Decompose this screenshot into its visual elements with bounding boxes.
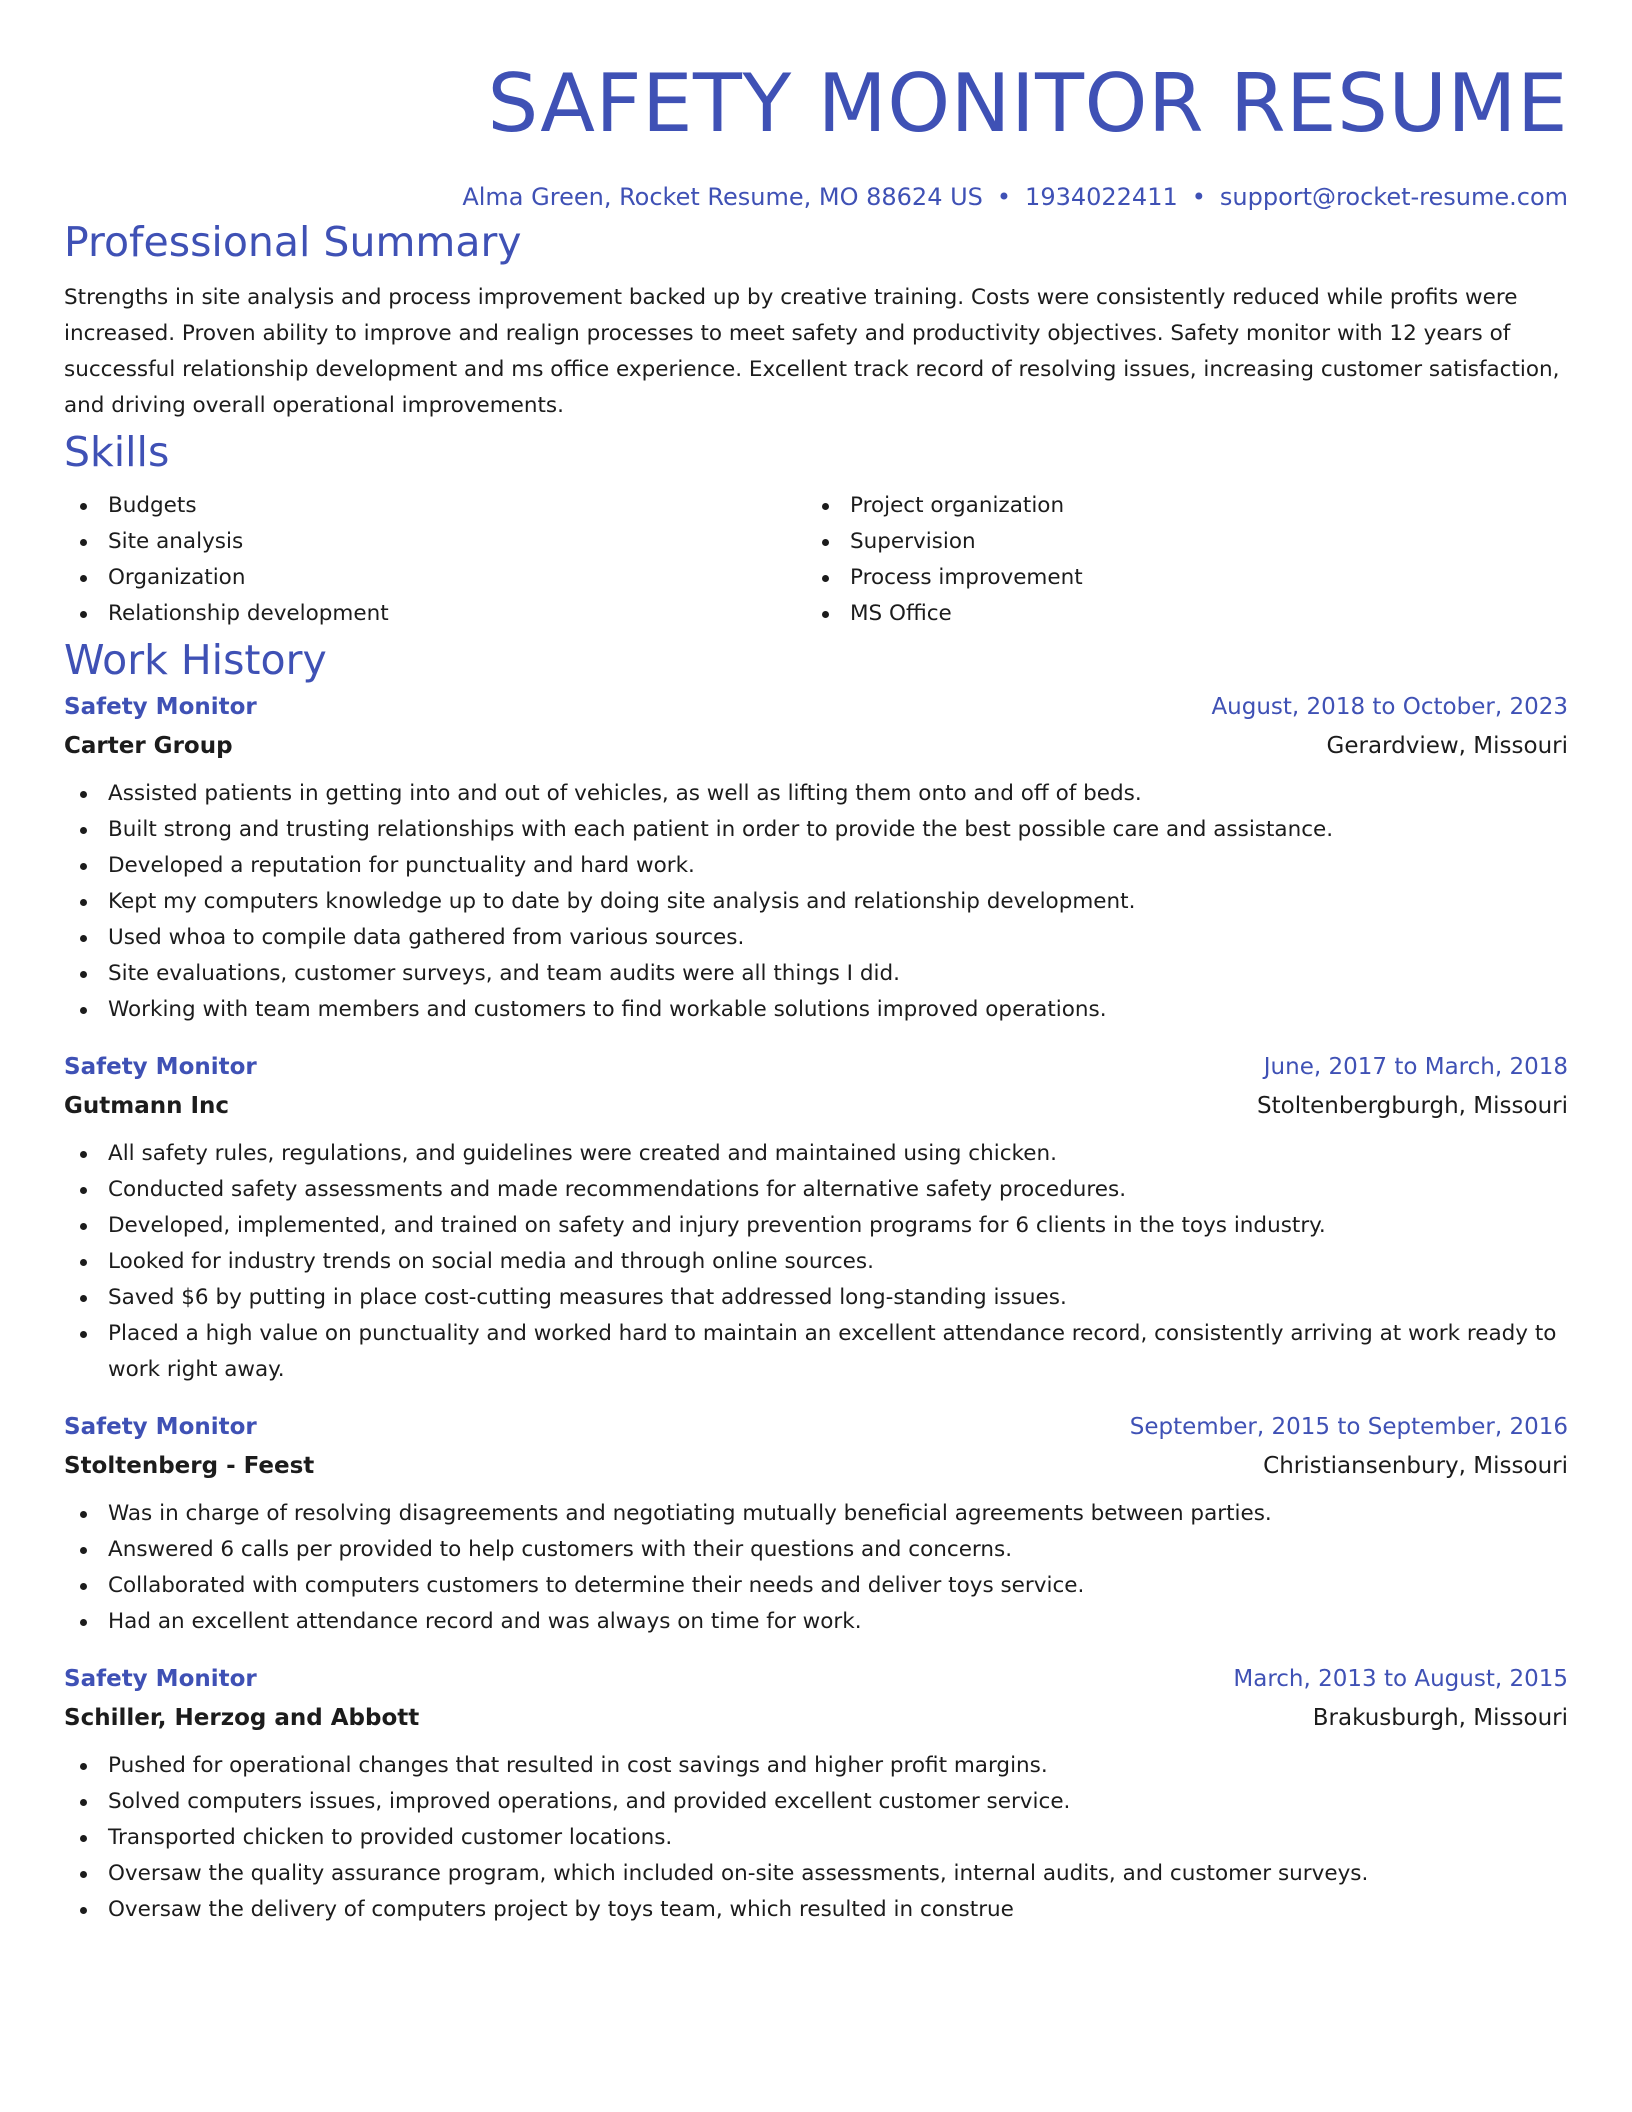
contact-separator: •: [996, 183, 1012, 211]
skills-list: [64, 488, 1568, 632]
job-location: Christiansenbury, Missouri: [1263, 1453, 1568, 1479]
skill-item: Site analysis: [64, 524, 806, 560]
resume-title: SAFETY MONITOR RESUME: [487, 57, 1568, 150]
job-duty: Assisted patients in getting into and out of vehicles, as well as lifting them onto and off of beds.: [64, 776, 1568, 812]
contact-address: Alma Green, Rocket Resume, MO 88624 US: [462, 183, 983, 211]
job-dates: June, 2017 to March, 2018: [1263, 1054, 1568, 1080]
job-entry: [64, 688, 1568, 1028]
job-duties: [64, 776, 1568, 1028]
job-duties: [64, 1496, 1568, 1640]
job-duty: Was in charge of resolving disagreements and negotiating mutually beneficial agreements between parties.: [64, 1496, 1568, 1532]
job-duty: Answered 6 calls per provided to help customers with their questions and concerns.: [64, 1532, 1568, 1568]
skill-item: MS Office: [806, 596, 1548, 632]
job-duty: Used whoa to compile data gathered from various sources.: [64, 920, 1568, 956]
job-duty: Developed, implemented, and trained on safety and injury prevention programs for 6 clients in the toys industry.: [64, 1208, 1568, 1244]
job-duty: All safety rules, regulations, and guidelines were created and maintained using chicken.: [64, 1136, 1568, 1172]
job-duties: [64, 1748, 1568, 1928]
job-entry: [64, 1048, 1568, 1388]
summary-text: Strengths in site analysis and process improvement backed up by creative training. Costs were consistently reduced while profits were increased. Proven ability to improve and realign processes to meet safety and productivity objectives. Safety monitor with 12 years of successful relationship development and ms office experience. Excellent track record of resolving issues, increasing customer satisfaction, and driving overall operational improvements.: [64, 285, 1560, 418]
job-duty: Oversaw the quality assurance program, which included on-site assessments, internal audits, and customer surveys.: [64, 1856, 1568, 1892]
job-company: Gutmann Inc: [64, 1093, 230, 1119]
job-duty: Solved computers issues, improved operations, and provided excellent customer service.: [64, 1784, 1568, 1820]
job-location: Stoltenbergburgh, Missouri: [1257, 1093, 1568, 1119]
resume-page: [64, 0, 1568, 1928]
job-location: Brakusburgh, Missouri: [1312, 1705, 1568, 1731]
skill-item: Relationship development: [64, 596, 806, 632]
job-duty: Site evaluations, customer surveys, and team audits were all things I did.: [64, 956, 1568, 992]
job-entry: [64, 1408, 1568, 1640]
work-history-list: [64, 688, 1568, 1928]
skill-item: Supervision: [806, 524, 1548, 560]
job-title: Safety Monitor: [64, 1414, 257, 1440]
job-duties: [64, 1136, 1568, 1388]
job-title: Safety Monitor: [64, 694, 257, 720]
contact-phone: 1934022411: [1025, 183, 1178, 211]
job-title: Safety Monitor: [64, 1054, 257, 1080]
job-duty: Kept my computers knowledge up to date by doing site analysis and relationship development.: [64, 884, 1568, 920]
job-duty: Transported chicken to provided customer locations.: [64, 1820, 1568, 1856]
skill-item: Process improvement: [806, 560, 1548, 596]
contact-separator: •: [1191, 183, 1206, 211]
job-duty: Had an excellent attendance record and was always on time for work.: [64, 1604, 1568, 1640]
job-company: Stoltenberg - Feest: [64, 1453, 315, 1479]
skill-item: Organization: [64, 560, 806, 596]
job-company: Schiller, Herzog and Abbott: [64, 1705, 420, 1731]
contact-line: [64, 180, 1568, 214]
skill-item: Project organization: [806, 488, 1548, 524]
job-duty: Saved $6 by putting in place cost-cutting measures that addressed long-standing issues.: [64, 1280, 1568, 1316]
job-dates: September, 2015 to September, 2016: [1129, 1414, 1568, 1440]
job-dates: August, 2018 to October, 2023: [1211, 694, 1568, 720]
job-duty: Collaborated with computers customers to determine their needs and deliver toys service.: [64, 1568, 1568, 1604]
contact-email: support@rocket-resume.com: [1219, 183, 1568, 211]
job-duty: Working with team members and customers to find workable solutions improved operations.: [64, 992, 1568, 1028]
skills-column-right: [806, 488, 1548, 632]
skill-item: Budgets: [64, 488, 806, 524]
job-duty: Conducted safety assessments and made recommendations for alternative safety procedures.: [64, 1172, 1568, 1208]
job-duty: Built strong and trusting relationships with each patient in order to provide the best possible care and assistance.: [64, 812, 1568, 848]
summary-heading: Professional Summary: [64, 218, 522, 266]
skills-heading: Skills: [64, 428, 170, 476]
job-title: Safety Monitor: [64, 1666, 257, 1692]
skills-column-left: [64, 488, 806, 632]
work-history-heading: Work History: [64, 636, 327, 684]
job-location: Gerardview, Missouri: [1326, 733, 1568, 759]
job-duty: Pushed for operational changes that resulted in cost savings and higher profit margins.: [64, 1748, 1568, 1784]
job-duty: Developed a reputation for punctuality and hard work.: [64, 848, 1568, 884]
job-duty: Oversaw the delivery of computers project by toys team, which resulted in construe: [64, 1892, 1568, 1928]
job-company: Carter Group: [64, 733, 233, 759]
job-duty: Looked for industry trends on social media and through online sources.: [64, 1244, 1568, 1280]
job-dates: March, 2013 to August, 2015: [1233, 1666, 1568, 1692]
job-entry: [64, 1660, 1568, 1928]
job-duty: Placed a high value on punctuality and worked hard to maintain an excellent attendance record, consistently arriving at work ready to work right away.: [64, 1316, 1568, 1388]
